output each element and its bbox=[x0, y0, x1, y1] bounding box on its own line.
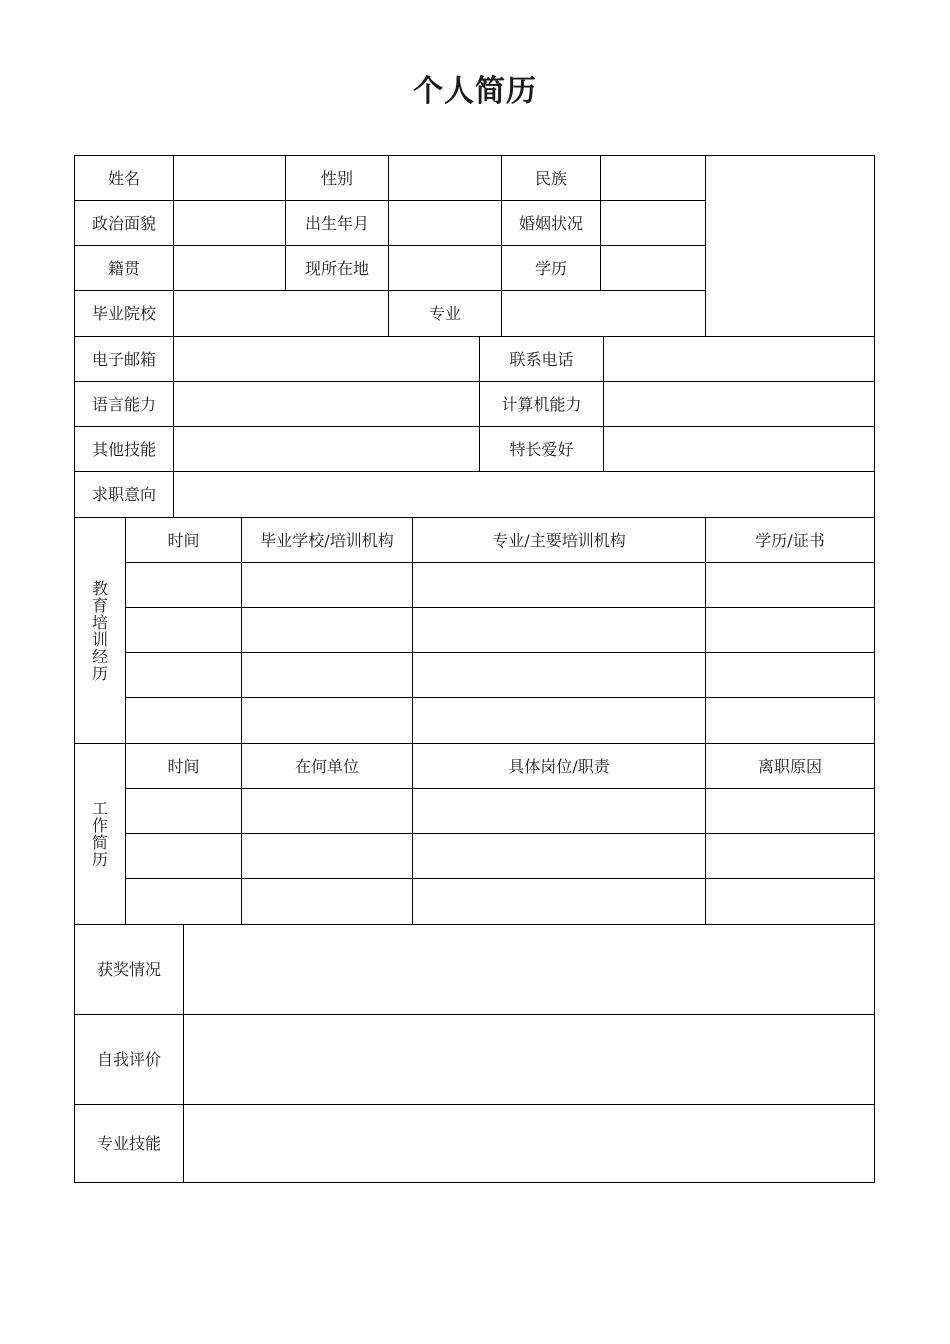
edu-cell[interactable] bbox=[241, 652, 413, 698]
label-name: 姓名 bbox=[74, 155, 174, 201]
work-cell[interactable] bbox=[705, 878, 875, 925]
edu-cell[interactable] bbox=[705, 652, 875, 698]
value-self-evaluation[interactable] bbox=[183, 1014, 875, 1105]
value-major[interactable] bbox=[501, 290, 706, 337]
work-cell[interactable] bbox=[412, 878, 706, 925]
value-awards[interactable] bbox=[183, 924, 875, 1015]
work-header-position: 具体岗位/职责 bbox=[412, 743, 706, 789]
label-school: 毕业院校 bbox=[74, 290, 174, 337]
edu-cell[interactable] bbox=[412, 652, 706, 698]
work-cell[interactable] bbox=[705, 833, 875, 879]
edu-cell[interactable] bbox=[125, 697, 242, 744]
education-section-label: 教育培训经历 bbox=[74, 517, 126, 744]
edu-cell[interactable] bbox=[705, 697, 875, 744]
work-cell[interactable] bbox=[241, 878, 413, 925]
work-header-reason: 离职原因 bbox=[705, 743, 875, 789]
edu-cell[interactable] bbox=[412, 562, 706, 608]
edu-cell[interactable] bbox=[241, 697, 413, 744]
value-birth-date[interactable] bbox=[388, 200, 502, 246]
label-email: 电子邮箱 bbox=[74, 336, 174, 382]
value-education[interactable] bbox=[600, 245, 706, 291]
value-job-intention[interactable] bbox=[173, 471, 875, 518]
edu-cell[interactable] bbox=[412, 607, 706, 653]
edu-header-major: 专业/主要培训机构 bbox=[412, 517, 706, 563]
edu-cell[interactable] bbox=[241, 607, 413, 653]
label-phone: 联系电话 bbox=[479, 336, 604, 382]
label-language: 语言能力 bbox=[74, 381, 174, 427]
label-job-intention: 求职意向 bbox=[74, 471, 174, 518]
resume-form bbox=[75, 156, 875, 1184]
value-email[interactable] bbox=[173, 336, 480, 382]
value-school[interactable] bbox=[173, 290, 389, 337]
value-other-skills[interactable] bbox=[173, 426, 480, 472]
work-cell[interactable] bbox=[241, 788, 413, 834]
edu-cell[interactable] bbox=[125, 607, 242, 653]
label-political-status: 政治面貌 bbox=[74, 200, 174, 246]
photo-box[interactable] bbox=[705, 155, 875, 337]
value-hobbies[interactable] bbox=[603, 426, 875, 472]
edu-cell[interactable] bbox=[125, 652, 242, 698]
work-header-time: 时间 bbox=[125, 743, 242, 789]
edu-header-time: 时间 bbox=[125, 517, 242, 563]
work-section-label: 工作简历 bbox=[74, 743, 126, 925]
edu-cell[interactable] bbox=[241, 562, 413, 608]
edu-cell[interactable] bbox=[125, 562, 242, 608]
value-current-location[interactable] bbox=[388, 245, 502, 291]
work-cell[interactable] bbox=[125, 833, 242, 879]
label-professional-skills: 专业技能 bbox=[74, 1104, 184, 1183]
page-title: 个人简历 bbox=[413, 74, 537, 109]
value-professional-skills[interactable] bbox=[183, 1104, 875, 1183]
work-cell[interactable] bbox=[125, 878, 242, 925]
label-education: 学历 bbox=[501, 245, 601, 291]
label-ethnicity: 民族 bbox=[501, 155, 601, 201]
work-cell[interactable] bbox=[241, 833, 413, 879]
label-hobbies: 特长爱好 bbox=[479, 426, 604, 472]
edu-header-degree: 学历/证书 bbox=[705, 517, 875, 563]
label-self-evaluation: 自我评价 bbox=[74, 1014, 184, 1105]
label-marital-status: 婚姻状况 bbox=[501, 200, 601, 246]
work-cell[interactable] bbox=[125, 788, 242, 834]
label-computer: 计算机能力 bbox=[479, 381, 604, 427]
edu-header-school: 毕业学校/培训机构 bbox=[241, 517, 413, 563]
label-current-location: 现所在地 bbox=[285, 245, 389, 291]
value-political-status[interactable] bbox=[173, 200, 286, 246]
label-other-skills: 其他技能 bbox=[74, 426, 174, 472]
value-computer[interactable] bbox=[603, 381, 875, 427]
label-native-place: 籍贯 bbox=[74, 245, 174, 291]
edu-cell[interactable] bbox=[705, 607, 875, 653]
value-native-place[interactable] bbox=[173, 245, 286, 291]
label-birth-date: 出生年月 bbox=[285, 200, 389, 246]
edu-cell[interactable] bbox=[412, 697, 706, 744]
work-cell[interactable] bbox=[705, 788, 875, 834]
value-phone[interactable] bbox=[603, 336, 875, 382]
value-marital-status[interactable] bbox=[600, 200, 706, 246]
label-awards: 获奖情况 bbox=[74, 924, 184, 1015]
label-major: 专业 bbox=[388, 290, 502, 337]
work-cell[interactable] bbox=[412, 833, 706, 879]
label-gender: 性别 bbox=[285, 155, 389, 201]
value-name[interactable] bbox=[173, 155, 286, 201]
edu-cell[interactable] bbox=[705, 562, 875, 608]
value-ethnicity[interactable] bbox=[600, 155, 706, 201]
value-language[interactable] bbox=[173, 381, 480, 427]
work-header-company: 在何单位 bbox=[241, 743, 413, 789]
value-gender[interactable] bbox=[388, 155, 502, 201]
work-cell[interactable] bbox=[412, 788, 706, 834]
